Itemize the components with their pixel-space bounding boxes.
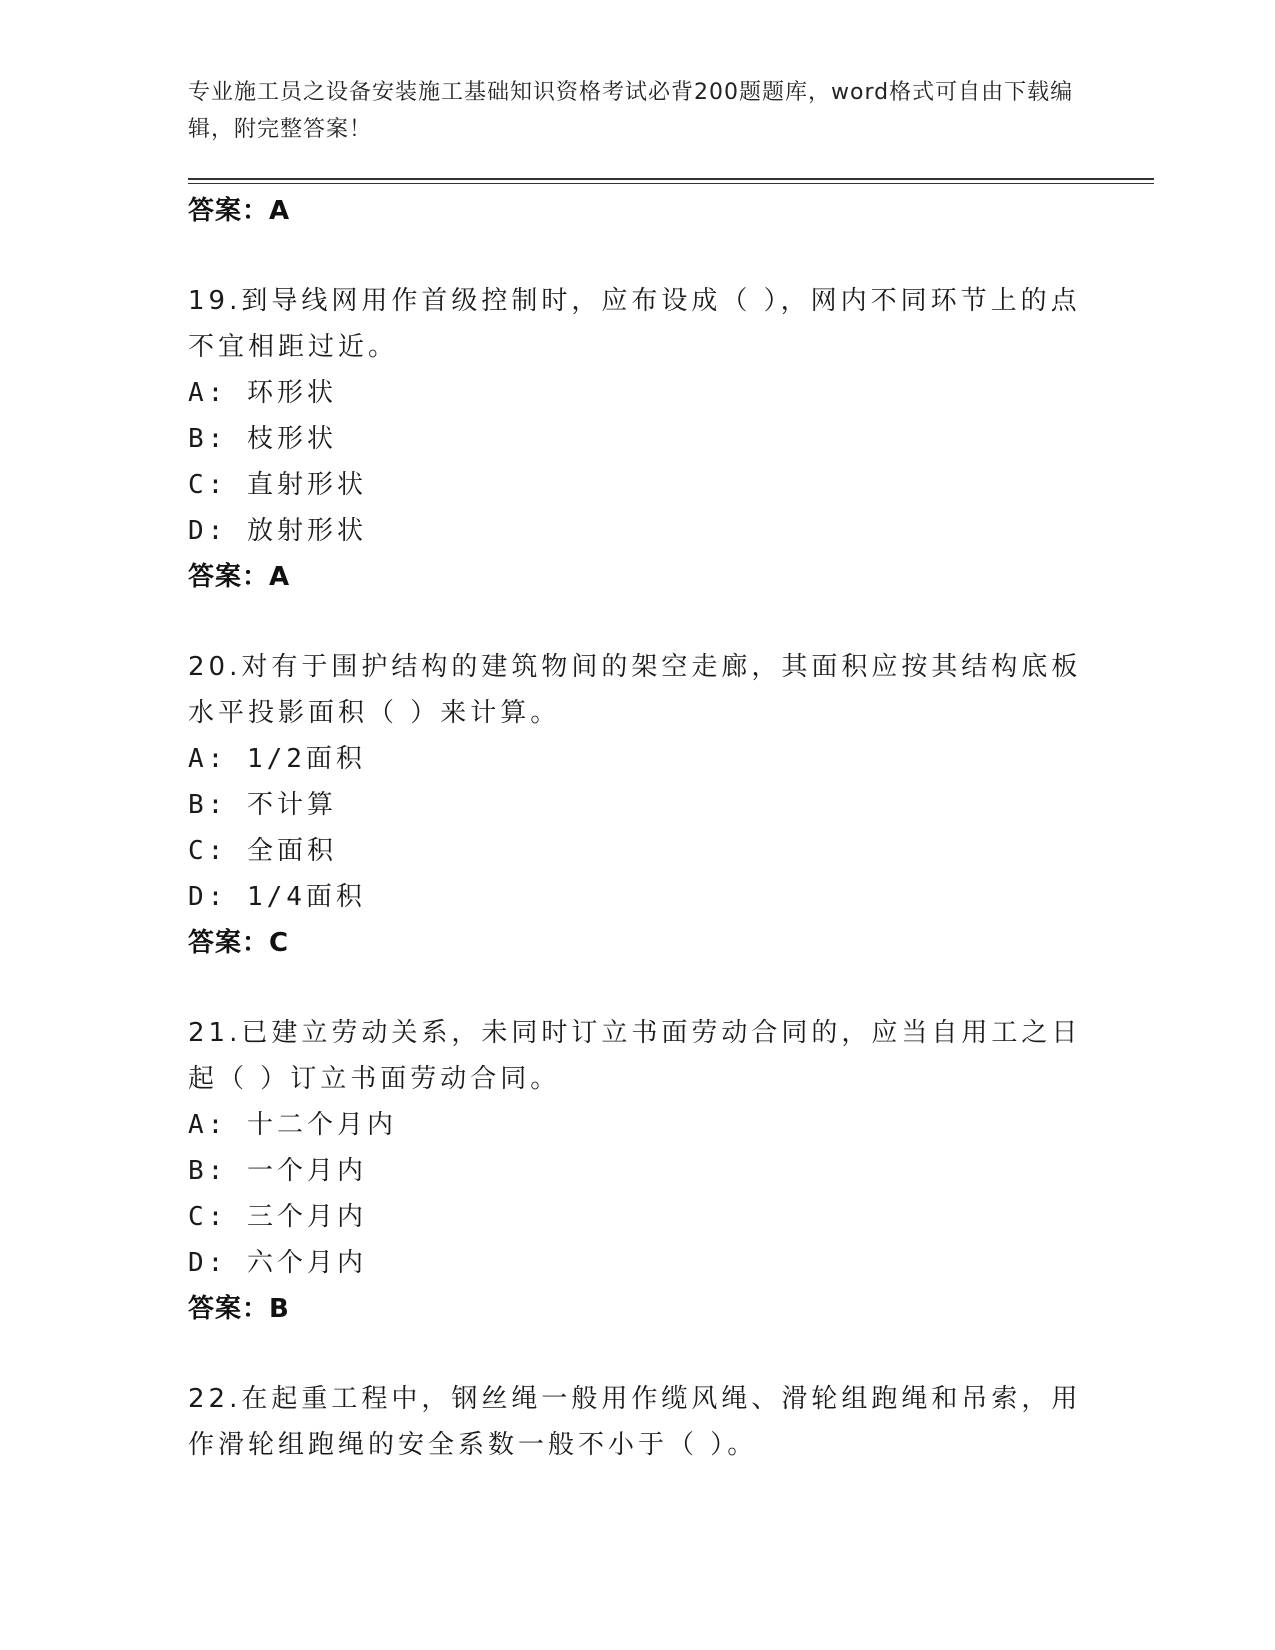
question-block-22 [188, 1376, 1088, 1468]
option-c: C: 直射形状 [188, 470, 367, 500]
option-c: C: 三个月内 [188, 1202, 367, 1232]
option-b: B: 一个月内 [188, 1156, 367, 1186]
option-d: D: 六个月内 [188, 1248, 367, 1278]
question-text: 19.到导线网用作首级控制时，应布设成（ ），网内不同环节上的点不宜相距过近。 [188, 286, 1081, 362]
question-list [188, 188, 1088, 1468]
answer-text: 答案：C [188, 928, 290, 958]
answer-text: 答案：B [188, 1294, 290, 1324]
question-block-21 [188, 1010, 1088, 1332]
question-text: 20.对有于围护结构的建筑物间的架空走廊，其面积应按其结构底板水平投影面积（ ）来计算。 [188, 652, 1082, 728]
page-header-title: 专业施工员之设备安装施工基础知识资格考试必背200题题库，word格式可自由下载编辑，附完整答案！ [188, 80, 1074, 142]
question-block-20 [188, 644, 1088, 966]
option-a: A: 环形状 [188, 378, 337, 408]
option-c: C: 全面积 [188, 836, 337, 866]
option-d: D: 1/4面积 [188, 882, 366, 912]
question-text: 21.已建立劳动关系，未同时订立书面劳动合同的，应当自用工之日起（ ）订立书面劳动合同。 [188, 1018, 1082, 1094]
option-a: A: 1/2面积 [188, 744, 366, 774]
header-divider [188, 178, 1154, 184]
question-text: 22.在起重工程中，钢丝绳一般用作缆风绳、滑轮组跑绳和吊索，用作滑轮组跑绳的安全系数一般不小于（ ）。 [188, 1384, 1082, 1460]
option-b: B: 不计算 [188, 790, 337, 820]
answer-text: 答案：A [188, 562, 291, 592]
option-a: A: 十二个月内 [188, 1110, 397, 1140]
option-d: D: 放射形状 [188, 516, 367, 546]
previous-answer: 答案：A [188, 196, 291, 226]
option-b: B: 枝形状 [188, 424, 337, 454]
question-block-19 [188, 278, 1088, 600]
